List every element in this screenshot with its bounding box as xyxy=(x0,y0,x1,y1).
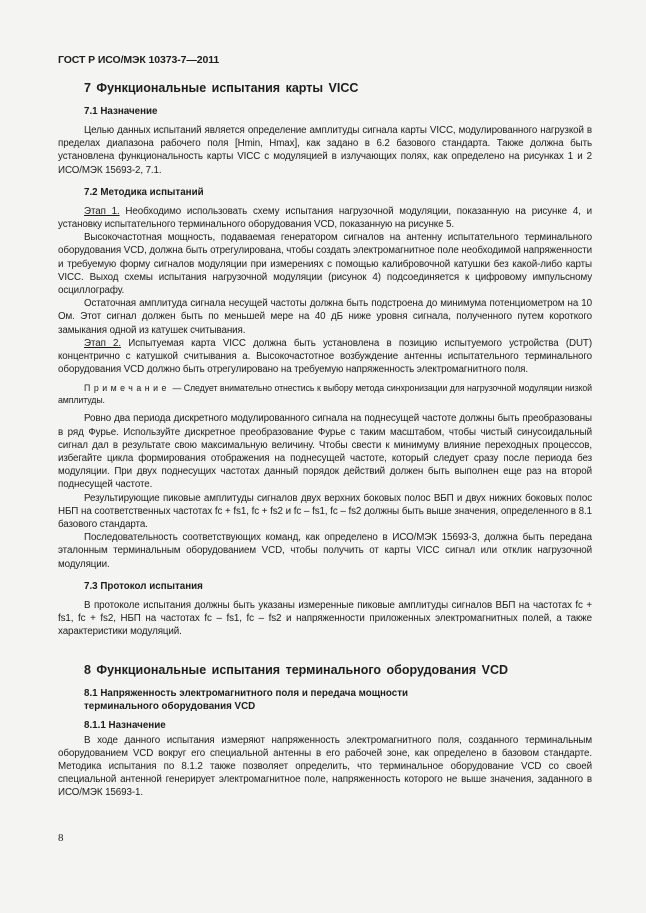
section-7-2-paragraph-4: Ровно два периода дискретного модулированного сигнала на поднесущей частоте должны быть преобразованы в ряд Фурье. Используйте дискретное преобразование Фурье с таким масштабом, чтобы чистый синусоидальный сигнал дал в результате свою максимальную величину. Чтобы свести к минимуму влияние переходных процессов, избегайте цикла формирования отображения на поднесущей частоте, который следует сразу после периода без модуляции. При двух поднесущих частотах данный порядок действий должен быть выполнен еще раз на второй поднесущей частоте. xyxy=(58,413,592,491)
note-text: — Следует внимательно отнестись к выбору метода синхронизации для нагрузочной модуляции низкой амплитуды. xyxy=(58,383,592,406)
page-content xyxy=(58,72,592,800)
note-label: Примечание xyxy=(84,383,170,394)
section-7-1-paragraph: Целью данных испытаний является определение амплитуды сигнала карты VICC, модулированного нагрузкой в пределах диапазона рабочего поля [Hmin, Hmax], как задано в 6.2 базового стандарта. Также должна быть установлена функциональность карты VICC с модуляцией в излучающих полях, как определено на рисунках 1 и 2 ИСО/МЭК 15693-2, 7.1. xyxy=(58,125,592,176)
step-2-label: Этап 2. xyxy=(84,337,121,349)
section-8-1-1-title: 8.1.1 Назначение xyxy=(84,719,166,731)
section-7-2-paragraph-6: Последовательность соответствующих команд, как определено в ИСО/МЭК 15693-3, должна быть передана эталонным терминальным оборудованием VCD, чтобы получить от карты VICC сигнал или отклик нагрузочной модуляции. xyxy=(58,532,592,570)
section-8-1-title xyxy=(84,687,592,713)
section-7-2-paragraph-3: Остаточная амплитуда сигнала несущей частоты должна быть подстроена до минимума потенциометром на 10 Ом. Этот сигнал должен быть по меньшей мере на 40 дБ ниже уровня сигнала, полученного путем короткого замыкания одной из катушек считывания. xyxy=(58,298,592,336)
step-2-text: Испытуемая карта VICC должна быть установлена в позицию испытуемого устройства (DUT) концентрично с катушкой считывания a. Высокочастотное возбуждение антенны испытательного терминального оборудования VCD должно быть отрегулировано на требуемую напряженность электромагнитного поля. xyxy=(58,337,592,376)
step-1-text: Необходимо использовать схему испытания нагрузочной модуляции, показанную на рисунке 4, и установку испытательного терминального оборудования VCD, показанную на рисунке 5. xyxy=(58,205,592,231)
page-number: 8 xyxy=(58,832,64,844)
document-header: ГОСТ Р ИСО/МЭК 10373-7—2011 xyxy=(58,54,220,66)
section-8-1-title-line-1: 8.1 Напряженность электромагнитного поля и передача мощности xyxy=(84,687,409,699)
section-7-1-title: 7.1 Назначение xyxy=(84,106,158,117)
section-8-title: 8 Функциональные испытания терминального оборудования VCD xyxy=(84,662,509,677)
step-1-paragraph xyxy=(58,205,592,231)
note xyxy=(58,382,592,406)
section-7-2-paragraph-5: Результирующие пиковые амплитуды сигналов двух верхних боковых полос ВБП и двух нижних боковых полос НБП на соответственных частотах fc + fs1, fc + fs2 и fc – fs1, fc – fs2 должны быть выше значения, определенного в 8.1 базового стандарта. xyxy=(58,492,592,531)
section-7-title: 7 Функциональные испытания карты VICC xyxy=(84,81,359,95)
section-7-2-title: 7.2 Методика испытаний xyxy=(84,186,204,198)
section-7-2-paragraph-2: Высокочастотная мощность, подаваемая генератором сигналов на антенну испытательного терминального оборудования VCD, должна быть отрегулирована, чтобы создать электромагнитное поле необходимой напряженности и требуемую форму сигналов модуляции при измерениях с помощью калибровочной катушки без какой-либо карты VICC. Выход схемы испытания нагрузочной модуляции (рисунок 4) подсоединяется к цифровому импульсному осциллографу. xyxy=(58,232,592,297)
section-7-3-paragraph: В протоколе испытания должны быть указаны измеренные пиковые амплитуды сигналов ВБП на частотах fc + fs1, fc + fs2, НБП на частотах fc – fs1, fc – fs2 и напряженности приложенных электромагнитных полей, а также характеристики модуляций. xyxy=(58,599,592,638)
section-8-1-title-line-2: терминального оборудования VCD xyxy=(84,700,256,712)
step-1-label: Этап 1. xyxy=(84,205,120,217)
section-8-1-1-paragraph: В ходе данного испытания измеряют напряженность электромагнитного поля, созданного терминальным оборудованием VCD вокруг его специальной антенны в его рабочей зоне, как определено в базовом стандарте. Методика испытания по 8.1.2 также позволяет определить, что терминальное оборудование VCD со своей специальной антенной генерирует электромагнитное поле, напряженность которого не выше значения, заданного в ИСО/МЭК 15693-1. xyxy=(58,734,592,799)
step-2-paragraph xyxy=(58,337,592,377)
section-7-3-title: 7.3 Протокол испытания xyxy=(84,580,203,592)
